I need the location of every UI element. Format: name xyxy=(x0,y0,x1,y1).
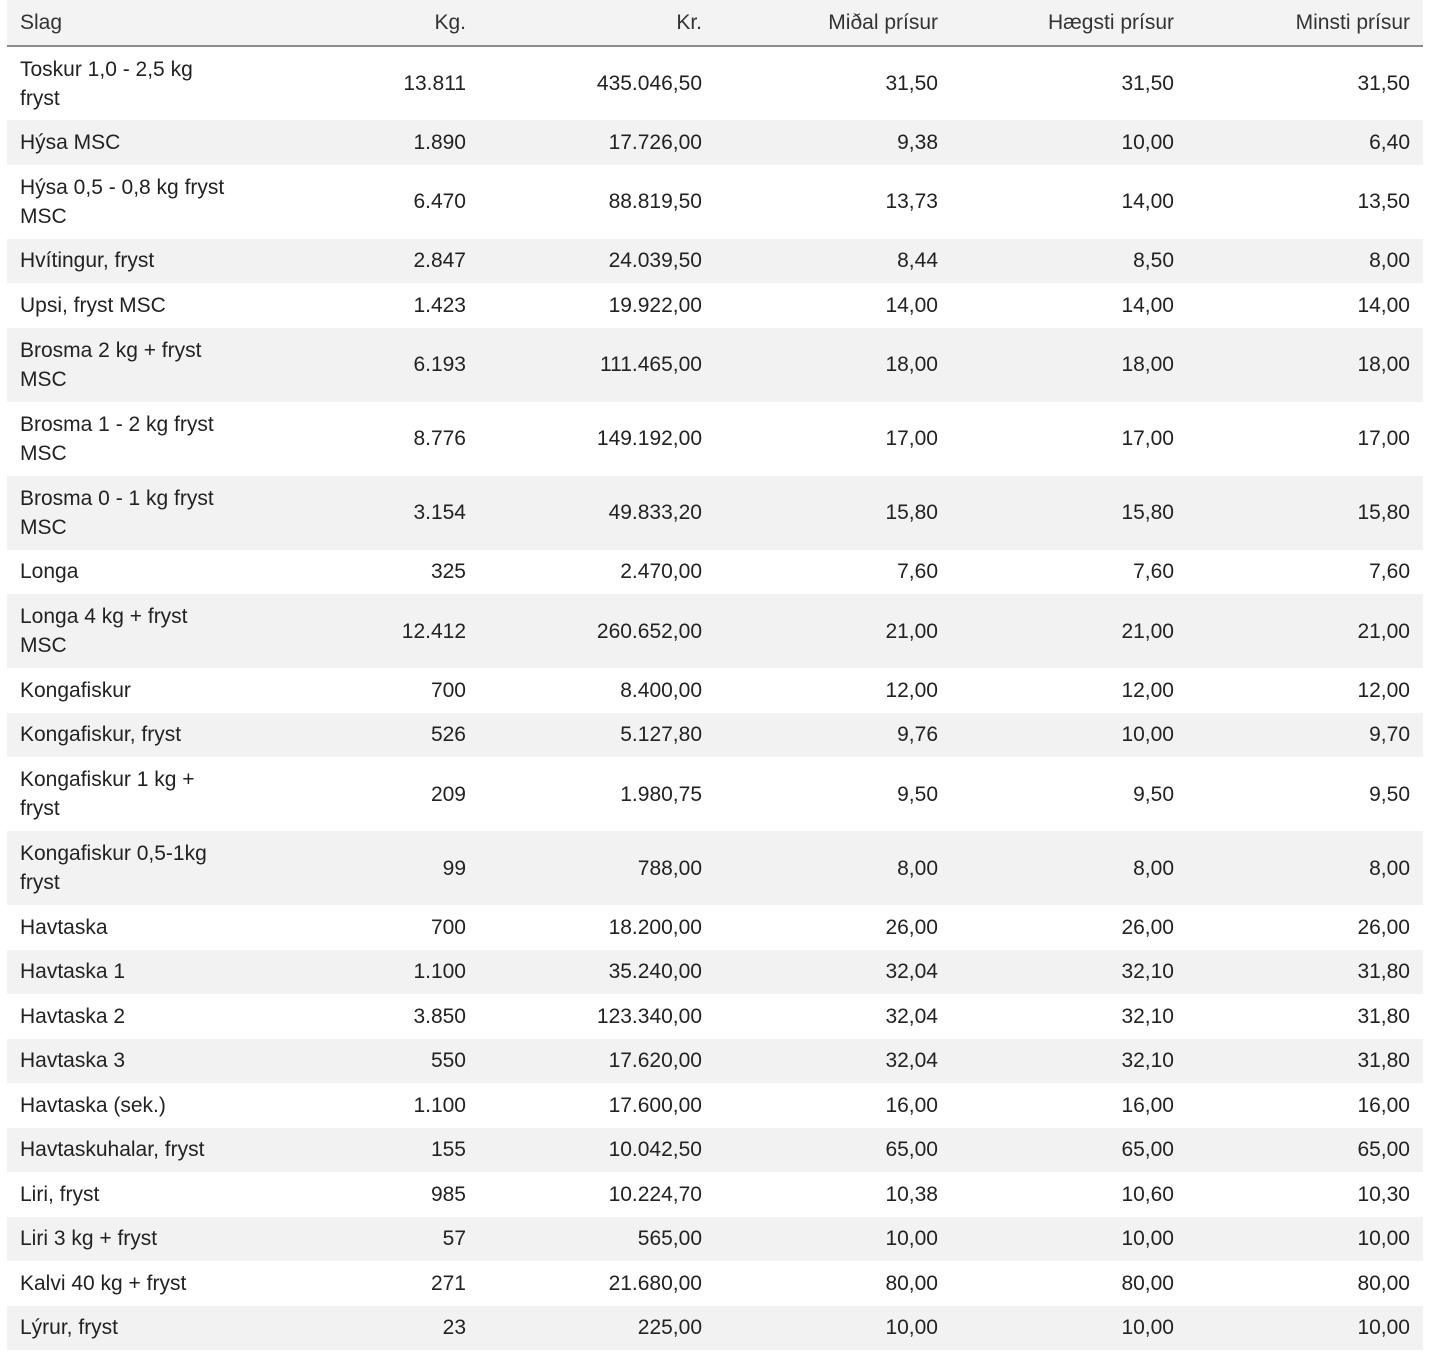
cell-low-price: 65,00 xyxy=(1357,1138,1410,1162)
cell-avg-price: 15,80 xyxy=(885,501,938,524)
table-row xyxy=(7,120,1423,165)
table-row xyxy=(7,831,1423,905)
cell-kg: 57 xyxy=(442,1227,466,1251)
cell-kg: 985 xyxy=(430,1182,466,1206)
table-row xyxy=(7,905,1423,950)
table-body xyxy=(7,46,1423,1350)
cell-kr: 35.240,00 xyxy=(608,960,702,984)
cell-avg-price: 32,04 xyxy=(885,960,938,984)
cell-kg: 700 xyxy=(430,678,466,702)
cell-species: Lýrur, fryst xyxy=(20,1316,119,1340)
cell-kg: 6.470 xyxy=(413,190,466,213)
cell-kg: 155 xyxy=(430,1138,466,1162)
cell-kr: 24.039,50 xyxy=(608,249,702,273)
cell-kg: 8.776 xyxy=(413,427,466,450)
cell-low-price: 9,50 xyxy=(1369,782,1410,806)
cell-high-price: 32,10 xyxy=(1121,960,1174,984)
cell-low-price: 26,00 xyxy=(1357,915,1410,939)
cell-low-price: 10,00 xyxy=(1357,1227,1410,1251)
cell-kr: 5.127,80 xyxy=(620,723,702,747)
cell-avg-price: 13,73 xyxy=(885,190,938,213)
cell-high-price: 14,00 xyxy=(1121,190,1174,213)
cell-low-price: 21,00 xyxy=(1357,619,1410,643)
table-row xyxy=(7,476,1423,550)
cell-high-price: 18,00 xyxy=(1121,353,1174,376)
cell-kg: 99 xyxy=(442,856,466,880)
table-row xyxy=(7,1083,1423,1128)
table-row xyxy=(7,402,1423,476)
cell-high-price: 32,10 xyxy=(1121,1004,1174,1028)
table-row xyxy=(7,1172,1423,1217)
cell-high-price: 7,60 xyxy=(1133,560,1174,584)
cell-kr: 2.470,00 xyxy=(620,560,702,584)
table-row xyxy=(7,950,1423,995)
cell-low-price: 80,00 xyxy=(1357,1271,1410,1295)
header-kg[interactable]: Kg. xyxy=(239,0,479,46)
cell-kg: 271 xyxy=(430,1271,466,1295)
cell-species: Havtaska xyxy=(20,915,108,939)
header-species[interactable]: Slag xyxy=(7,0,239,46)
cell-kr: 123.340,00 xyxy=(596,1004,702,1028)
cell-low-price: 31,80 xyxy=(1357,1049,1410,1073)
cell-low-price: 16,00 xyxy=(1357,1093,1410,1117)
cell-avg-price: 65,00 xyxy=(885,1138,938,1162)
cell-high-price: 17,00 xyxy=(1121,427,1174,450)
cell-kr: 788,00 xyxy=(637,856,702,880)
cell-kr: 17.726,00 xyxy=(608,130,702,154)
price-table-container xyxy=(7,0,1423,1350)
table-row xyxy=(7,668,1423,713)
header-avg-price[interactable]: Miðal prísur xyxy=(715,0,951,46)
cell-species: Havtaskuhalar, fryst xyxy=(20,1138,205,1162)
cell-avg-price: 8,44 xyxy=(897,249,938,273)
table-header xyxy=(7,0,1423,46)
cell-kr: 17.620,00 xyxy=(608,1049,702,1073)
cell-kr: 225,00 xyxy=(637,1316,702,1340)
cell-avg-price: 32,04 xyxy=(885,1049,938,1073)
cell-avg-price: 10,00 xyxy=(885,1227,938,1251)
table-row xyxy=(7,757,1423,831)
cell-low-price: 9,70 xyxy=(1369,723,1410,747)
header-row xyxy=(7,0,1423,46)
cell-kr: 111.465,00 xyxy=(600,353,702,376)
cell-kg: 209 xyxy=(430,782,466,806)
cell-species: Kongafiskur xyxy=(20,678,131,702)
cell-kr: 10.042,50 xyxy=(608,1138,702,1162)
cell-kg: 12.412 xyxy=(401,619,466,643)
cell-avg-price: 32,04 xyxy=(885,1004,938,1028)
cell-species: Kongafiskur 0,5-1kg fryst xyxy=(20,842,207,894)
cell-avg-price: 7,60 xyxy=(897,560,938,584)
cell-low-price: 14,00 xyxy=(1357,293,1410,317)
table-row xyxy=(7,328,1423,402)
cell-species: Kongafiskur 1 kg + fryst xyxy=(20,768,195,820)
cell-avg-price: 9,50 xyxy=(897,782,938,806)
cell-kr: 88.819,50 xyxy=(608,190,702,213)
header-low-price[interactable]: Minsti prísur xyxy=(1187,0,1423,46)
cell-kr: 10.224,70 xyxy=(608,1182,702,1206)
table-row xyxy=(7,46,1423,120)
cell-high-price: 12,00 xyxy=(1121,678,1174,702)
cell-high-price: 10,00 xyxy=(1121,1227,1174,1251)
cell-high-price: 14,00 xyxy=(1121,293,1174,317)
cell-species: Hýsa MSC xyxy=(20,130,121,154)
cell-kr: 565,00 xyxy=(637,1227,702,1251)
cell-kg: 6.193 xyxy=(413,353,466,376)
cell-kg: 325 xyxy=(430,560,466,584)
table-row xyxy=(7,594,1423,668)
cell-species: Toskur 1,0 - 2,5 kg fryst xyxy=(20,57,193,110)
header-high-price[interactable]: Hægsti prísur xyxy=(951,0,1187,46)
cell-high-price: 16,00 xyxy=(1121,1093,1174,1117)
cell-kg: 1.100 xyxy=(413,1093,466,1117)
table-row xyxy=(7,994,1423,1039)
cell-low-price: 15,80 xyxy=(1357,501,1410,524)
cell-kr: 1.980,75 xyxy=(620,782,702,806)
cell-low-price: 31,50 xyxy=(1357,72,1410,95)
cell-low-price: 31,80 xyxy=(1357,960,1410,984)
cell-avg-price: 31,50 xyxy=(885,72,938,95)
cell-low-price: 8,00 xyxy=(1369,249,1410,273)
cell-avg-price: 10,00 xyxy=(885,1316,938,1340)
cell-kg: 13.811 xyxy=(403,72,466,95)
cell-low-price: 18,00 xyxy=(1357,353,1410,376)
cell-high-price: 10,00 xyxy=(1121,723,1174,747)
table-row xyxy=(7,1039,1423,1084)
cell-avg-price: 10,38 xyxy=(885,1182,938,1206)
cell-low-price: 12,00 xyxy=(1357,678,1410,702)
cell-species: Havtaska 1 xyxy=(20,960,126,984)
cell-species: Brosma 1 - 2 kg fryst MSC xyxy=(20,412,214,465)
cell-low-price: 17,00 xyxy=(1357,427,1410,450)
cell-kg: 3.154 xyxy=(413,501,466,524)
header-kr[interactable]: Kr. xyxy=(479,0,715,46)
cell-high-price: 15,80 xyxy=(1121,501,1174,524)
cell-avg-price: 21,00 xyxy=(885,619,938,643)
cell-avg-price: 16,00 xyxy=(885,1093,938,1117)
cell-kg: 526 xyxy=(430,723,466,747)
cell-kr: 21.680,00 xyxy=(608,1271,702,1295)
cell-high-price: 10,60 xyxy=(1121,1182,1174,1206)
cell-species: Kongafiskur, fryst xyxy=(20,723,182,747)
cell-high-price: 26,00 xyxy=(1121,915,1174,939)
cell-species: Brosma 0 - 1 kg fryst MSC xyxy=(20,486,214,539)
cell-species: Liri, fryst xyxy=(20,1182,100,1206)
cell-avg-price: 8,00 xyxy=(897,856,938,880)
cell-high-price: 65,00 xyxy=(1121,1138,1174,1162)
price-table xyxy=(7,0,1423,1350)
cell-kr: 19.922,00 xyxy=(608,293,702,317)
cell-avg-price: 17,00 xyxy=(885,427,938,450)
cell-low-price: 7,60 xyxy=(1369,560,1410,584)
cell-high-price: 10,00 xyxy=(1121,130,1174,154)
cell-high-price: 32,10 xyxy=(1121,1049,1174,1073)
cell-kr: 149.192,00 xyxy=(596,427,702,450)
cell-avg-price: 80,00 xyxy=(885,1271,938,1295)
cell-low-price: 13,50 xyxy=(1357,190,1410,213)
cell-species: Hýsa 0,5 - 0,8 kg fryst MSC xyxy=(20,175,225,228)
cell-species: Upsi, fryst MSC xyxy=(20,293,166,317)
cell-kr: 17.600,00 xyxy=(608,1093,702,1117)
cell-species: Longa 4 kg + fryst MSC xyxy=(20,605,188,657)
cell-avg-price: 18,00 xyxy=(885,353,938,376)
cell-species: Liri 3 kg + fryst xyxy=(20,1227,158,1251)
table-row xyxy=(7,165,1423,239)
cell-high-price: 8,50 xyxy=(1133,249,1174,273)
cell-high-price: 21,00 xyxy=(1121,619,1174,643)
table-row xyxy=(7,1217,1423,1262)
cell-avg-price: 9,38 xyxy=(897,130,938,154)
cell-kr: 435.046,50 xyxy=(596,72,702,95)
table-row xyxy=(7,1306,1423,1351)
table-row xyxy=(7,1128,1423,1173)
cell-kg: 700 xyxy=(430,915,466,939)
cell-avg-price: 12,00 xyxy=(885,678,938,702)
cell-species: Havtaska 2 xyxy=(20,1004,126,1028)
cell-kr: 18.200,00 xyxy=(608,915,702,939)
cell-species: Longa xyxy=(20,560,79,584)
cell-high-price: 31,50 xyxy=(1121,72,1174,95)
cell-kg: 3.850 xyxy=(413,1004,466,1028)
table-row xyxy=(7,283,1423,328)
cell-kr: 8.400,00 xyxy=(620,678,702,702)
table-row xyxy=(7,550,1423,595)
cell-high-price: 80,00 xyxy=(1121,1271,1174,1295)
cell-avg-price: 14,00 xyxy=(885,293,938,317)
cell-high-price: 10,00 xyxy=(1121,1316,1174,1340)
cell-kg: 1.423 xyxy=(413,293,466,317)
cell-species: Hvítingur, fryst xyxy=(20,249,155,273)
cell-low-price: 8,00 xyxy=(1369,856,1410,880)
cell-high-price: 8,00 xyxy=(1133,856,1174,880)
table-row xyxy=(7,239,1423,284)
cell-kg: 1.890 xyxy=(413,130,466,154)
cell-low-price: 6,40 xyxy=(1369,130,1410,154)
cell-kg: 23 xyxy=(442,1316,466,1340)
cell-species: Havtaska (sek.) xyxy=(20,1093,166,1117)
cell-high-price: 9,50 xyxy=(1133,782,1174,806)
cell-species: Kalvi 40 kg + fryst xyxy=(20,1271,187,1295)
cell-species: Brosma 2 kg + fryst MSC xyxy=(20,338,202,391)
table-row xyxy=(7,713,1423,758)
cell-low-price: 31,80 xyxy=(1357,1004,1410,1028)
cell-kg: 2.847 xyxy=(413,249,466,273)
cell-avg-price: 26,00 xyxy=(885,915,938,939)
cell-avg-price: 9,76 xyxy=(897,723,938,747)
table-row xyxy=(7,1261,1423,1306)
cell-low-price: 10,00 xyxy=(1357,1316,1410,1340)
cell-kr: 260.652,00 xyxy=(596,619,702,643)
cell-kr: 49.833,20 xyxy=(608,501,702,524)
cell-low-price: 10,30 xyxy=(1357,1182,1410,1206)
cell-kg: 550 xyxy=(430,1049,466,1073)
cell-species: Havtaska 3 xyxy=(20,1049,126,1073)
cell-kg: 1.100 xyxy=(413,960,466,984)
